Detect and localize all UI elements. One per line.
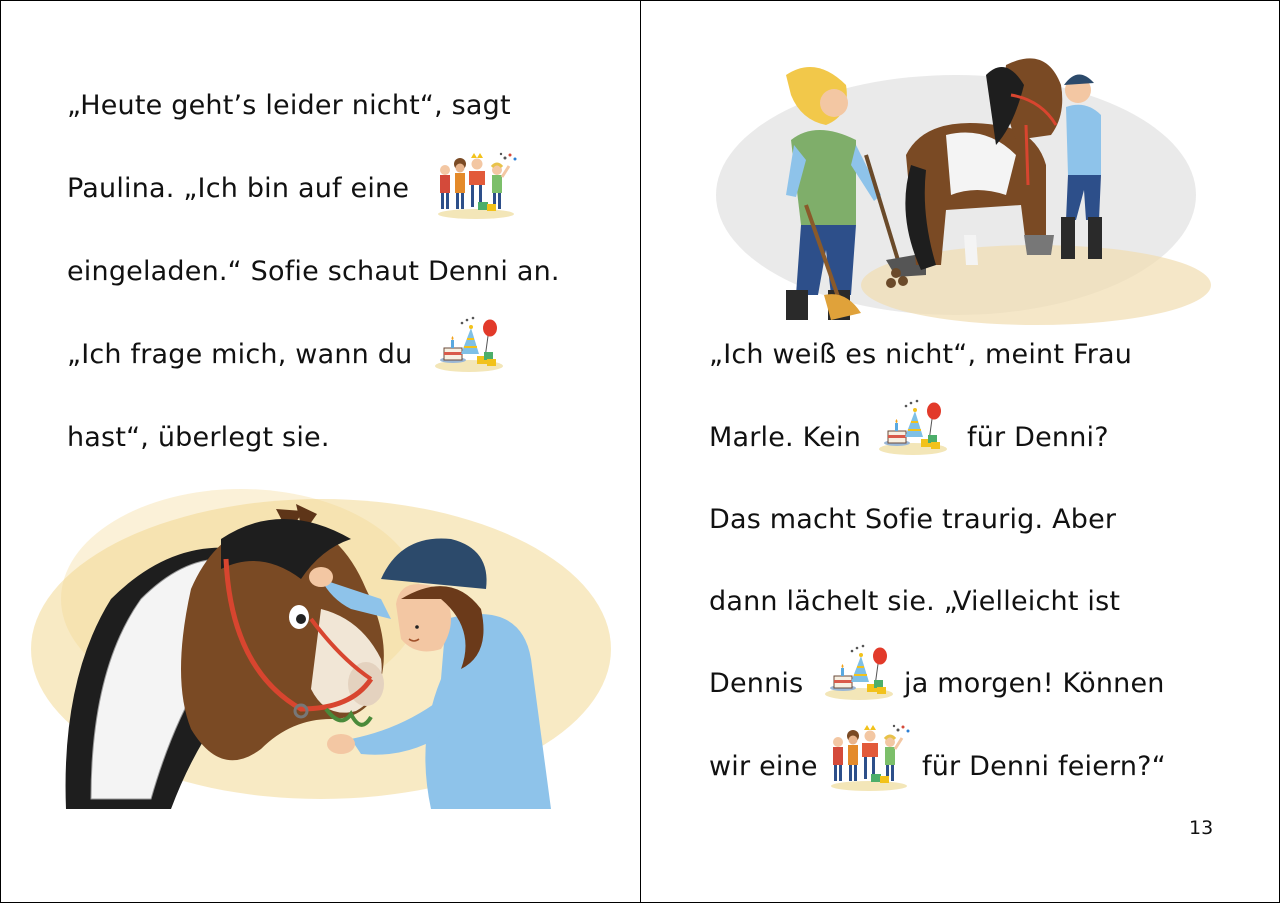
- left-line-3: eingeladen.“ Sofie schaut Denni an.: [67, 256, 560, 287]
- right-line-1: „Ich weiß es nicht“, meint Frau: [709, 339, 1133, 370]
- page-divider: [640, 1, 641, 902]
- right-line-5b: ja morgen! Können: [904, 668, 1165, 699]
- right-line-2a: Marle. Kein: [709, 422, 862, 453]
- right-line-3: Das macht Sofie traurig. Aber: [709, 504, 1117, 535]
- left-line-2: Paulina. „Ich bin auf eine: [67, 173, 410, 204]
- party-rebus-icon: [431, 147, 521, 223]
- birthday-rebus-icon: [431, 313, 511, 375]
- pony-girl-illustration: [21, 479, 621, 809]
- right-line-6a: wir eine: [709, 751, 818, 782]
- right-line-4: dann lächelt sie. „Vielleicht ist: [709, 586, 1121, 617]
- page-number: 13: [1189, 817, 1214, 839]
- right-line-2b: für Denni?: [967, 422, 1109, 453]
- left-line-4: „Ich frage mich, wann du: [67, 339, 413, 370]
- right-line-5a: Dennis: [709, 668, 804, 699]
- party-rebus-icon: [824, 719, 914, 795]
- birthday-rebus-icon: [875, 396, 955, 458]
- stable-illustration: [706, 45, 1216, 335]
- left-line-5: hast“, überlegt sie.: [67, 422, 330, 453]
- left-line-1: „Heute geht’s leider nicht“, sagt: [67, 90, 511, 121]
- birthday-rebus-icon: [821, 641, 901, 703]
- right-line-6b: für Denni feiern?“: [922, 751, 1166, 782]
